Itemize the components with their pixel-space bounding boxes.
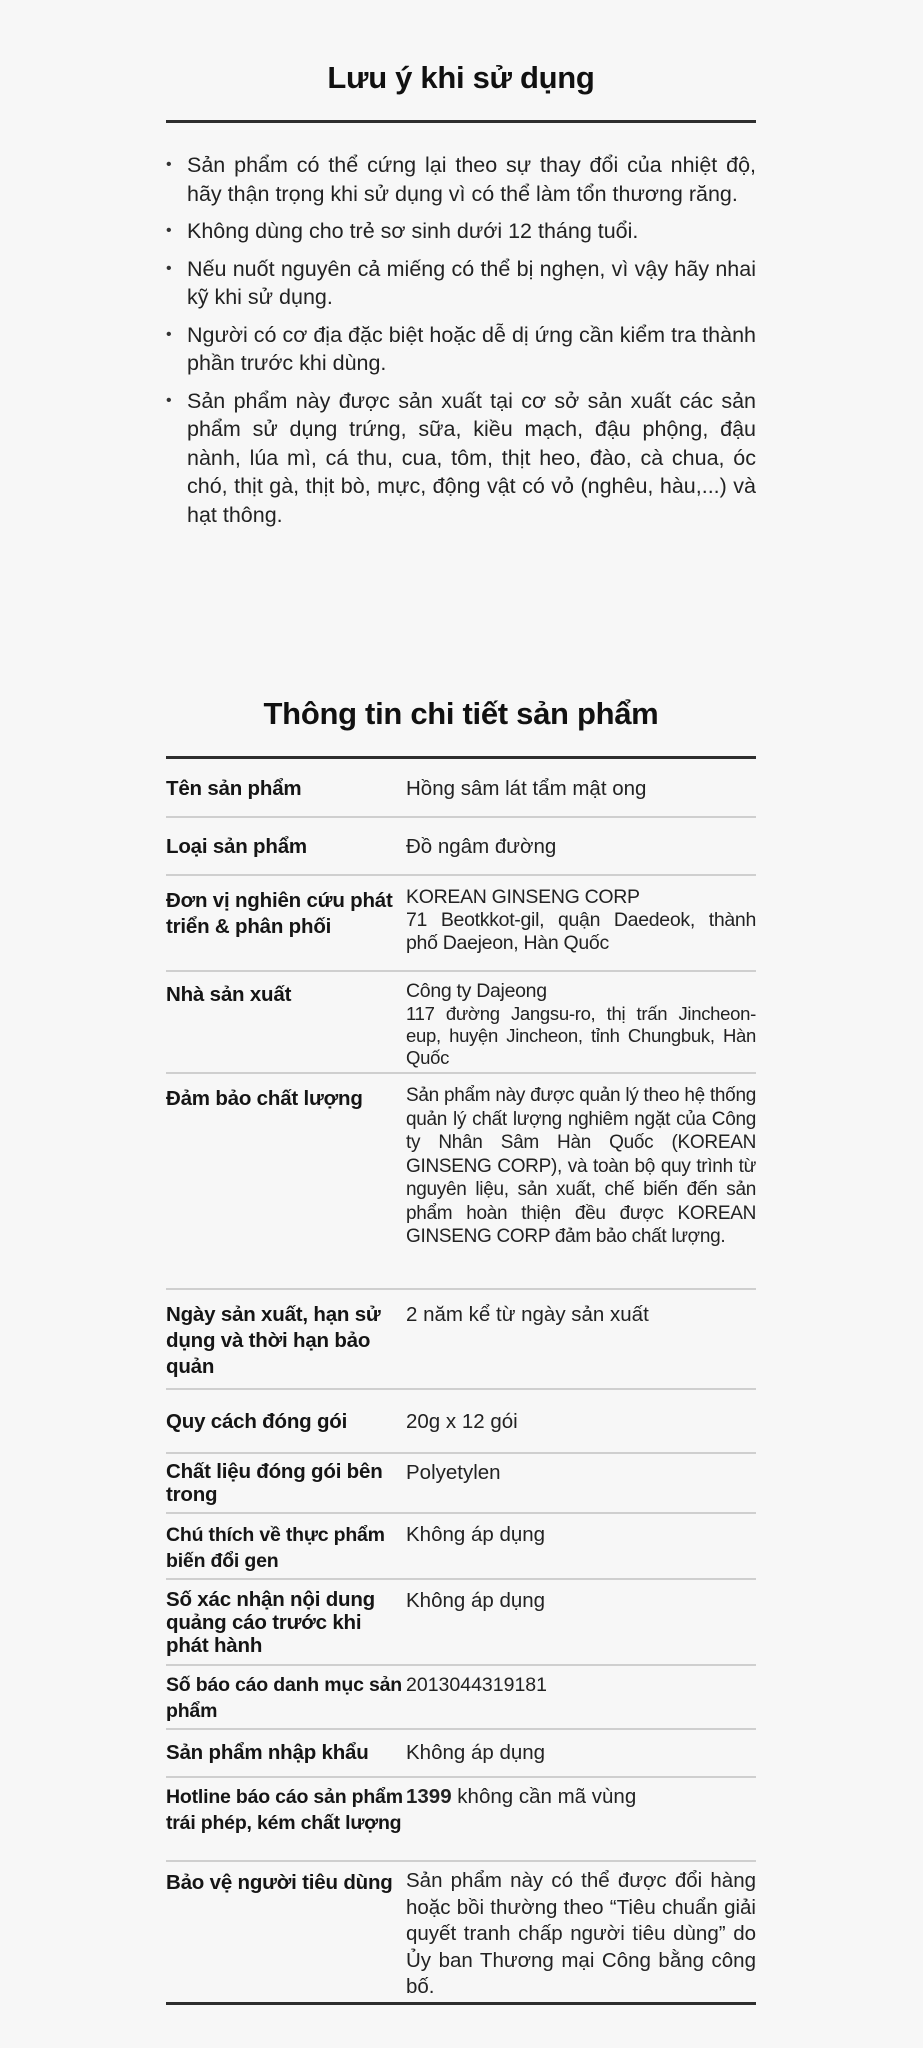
spec-label: Hotline báo cáo sản phẩm trái phép, kém chất lượng xyxy=(166,1786,403,1834)
spec-row-consumer-protection xyxy=(166,1861,756,2003)
usage-notes-list xyxy=(166,151,756,529)
spec-row-manufacturer xyxy=(166,971,756,1073)
title-divider xyxy=(166,120,756,123)
spec-label: Bảo vệ người tiêu dùng xyxy=(166,1871,393,1894)
bullet-icon: • xyxy=(166,325,172,343)
spec-label: Tên sản phẩm xyxy=(166,777,302,800)
usage-note-text: Sản phẩm này được sản xuất tại cơ sở sản xuất các sản phẩm sử dụng trứng, sữa, kiều mạch, đậu phộng, đậu nành, lúa mì, cá thu, cua, tôm, thịt heo, đào, cà chua, óc chó, thịt gà, thịt bò, mực, động vật có vỏ (nghêu, hàu,...) và hạt thông. xyxy=(187,388,756,527)
spec-value: Sản phẩm này có thể được đổi hàng hoặc bồi thường theo “Tiêu chuẩn giải quyết tranh chấp người tiêu dùng” do Ủy ban Thương mại Công bằng công bố. xyxy=(406,1869,756,1998)
spec-row-ad-approval xyxy=(166,1579,756,1665)
spec-label: Sản phẩm nhập khẩu xyxy=(166,1741,369,1764)
usage-note-item xyxy=(166,387,756,530)
usage-note-item xyxy=(166,255,756,312)
usage-note-text: Không dùng cho trẻ sơ sinh dưới 12 tháng tuổi. xyxy=(187,219,639,243)
usage-notes-title: Lưu ý khi sử dụng xyxy=(327,60,595,95)
bullet-icon: • xyxy=(166,259,172,277)
spec-row-report-number xyxy=(166,1665,756,1729)
spec-row-product-type xyxy=(166,817,756,875)
quality-assurance-text: Sản phẩm này được quản lý theo hệ thống quản lý chất lượng nghiêm ngặt của Công ty Nhân Sâm Hàn Quốc (KOREAN GINSENG CORP), và toàn bộ quy trình từ nguyên liệu, sản xuất, chế biến đến sản phẩm hoàn thiện đều được KOREAN GINSENG CORP đảm bảo chất lượng. xyxy=(406,1085,756,1247)
distributor-address: 71 Beotkkot-gil, quận Daedeok, thành phố Daejeon, Hàn Quốc xyxy=(406,909,756,954)
spec-value: Không áp dụng xyxy=(406,1589,546,1612)
spec-value: Polyetylen xyxy=(406,1461,501,1484)
spec-row-product-name xyxy=(166,759,756,817)
spec-label: Chú thích về thực phẩm biến đổi gen xyxy=(166,1524,385,1572)
spec-row-packaging-material xyxy=(166,1453,756,1513)
spec-label: Đảm bảo chất lượng xyxy=(166,1087,363,1110)
spec-row-distributor xyxy=(166,875,756,971)
bullet-icon: • xyxy=(166,156,172,173)
spec-row-imported xyxy=(166,1729,756,1777)
spec-value xyxy=(406,1073,756,1289)
spec-row-hotline xyxy=(166,1777,756,1861)
spec-label: Số báo cáo danh mục sản phẩm xyxy=(166,1674,402,1722)
spec-value: 2 năm kể từ ngày sản xuất xyxy=(406,1303,649,1326)
usage-note-item xyxy=(166,321,756,378)
product-details-section xyxy=(166,694,756,2005)
usage-note-item xyxy=(166,217,756,246)
product-spec-table xyxy=(166,759,756,2005)
spec-label: Ngày sản xuất, hạn sử dụng và thời hạn bảo quản xyxy=(166,1303,381,1378)
spec-row-quality-assurance xyxy=(166,1073,756,1289)
usage-note-text: Sản phẩm có thể cứng lại theo sự thay đổi của nhiệt độ, hãy thận trọng khi sử dụng vì có thể làm tổn thương răng. xyxy=(187,153,756,206)
spec-row-packaging-spec xyxy=(166,1389,756,1453)
product-details-title: Thông tin chi tiết sản phẩm xyxy=(263,696,659,731)
spec-row-expiry xyxy=(166,1289,756,1389)
spec-label: Loại sản phẩm xyxy=(166,835,307,858)
bullet-icon: • xyxy=(166,391,172,409)
spec-value: Đồ ngâm đường xyxy=(406,835,557,858)
usage-notes-section xyxy=(166,58,756,538)
spec-value xyxy=(406,1777,756,1861)
spec-value: Hồng sâm lát tẩm mật ong xyxy=(406,777,647,800)
spec-value xyxy=(406,875,756,971)
spec-value: 20g x 12 gói xyxy=(406,1410,518,1433)
distributor-name: KOREAN GINSENG CORP xyxy=(406,886,640,908)
hotline-number: 1399 xyxy=(406,1785,452,1808)
spec-value xyxy=(406,971,756,1073)
spec-value: 2013044319181 xyxy=(406,1674,547,1696)
spec-label: Nhà sản xuất xyxy=(166,983,292,1006)
spec-value: Không áp dụng xyxy=(406,1523,546,1546)
spec-label: Số xác nhận nội dung quảng cáo trước khi phát hành xyxy=(166,1588,375,1657)
usage-note-item xyxy=(166,151,756,208)
hotline-note: không cần mã vùng xyxy=(451,1785,637,1808)
manufacturer-name: Công ty Dajeong xyxy=(406,980,547,1002)
usage-note-text: Người có cơ địa đặc biệt hoặc dễ dị ứng cần kiểm tra thành phần trước khi dùng. xyxy=(187,322,756,375)
spec-value: Không áp dụng xyxy=(406,1741,546,1764)
spec-row-gmo-note xyxy=(166,1513,756,1579)
spec-label: Đơn vị nghiên cứu phát triển & phân phối xyxy=(166,889,393,938)
manufacturer-address: 117 đường Jangsu-ro, thị trấn Jincheon-eup, huyện Jincheon, tỉnh Chungbuk, Hàn Quốc xyxy=(406,1003,756,1068)
bullet-icon: • xyxy=(166,222,172,239)
spec-label: Chất liệu đóng gói bên trong xyxy=(166,1460,383,1506)
spec-label: Quy cách đóng gói xyxy=(166,1410,348,1433)
usage-note-text: Nếu nuốt nguyên cả miếng có thể bị nghẹn, vì vậy hãy nhai kỹ khi sử dụng. xyxy=(187,256,756,309)
